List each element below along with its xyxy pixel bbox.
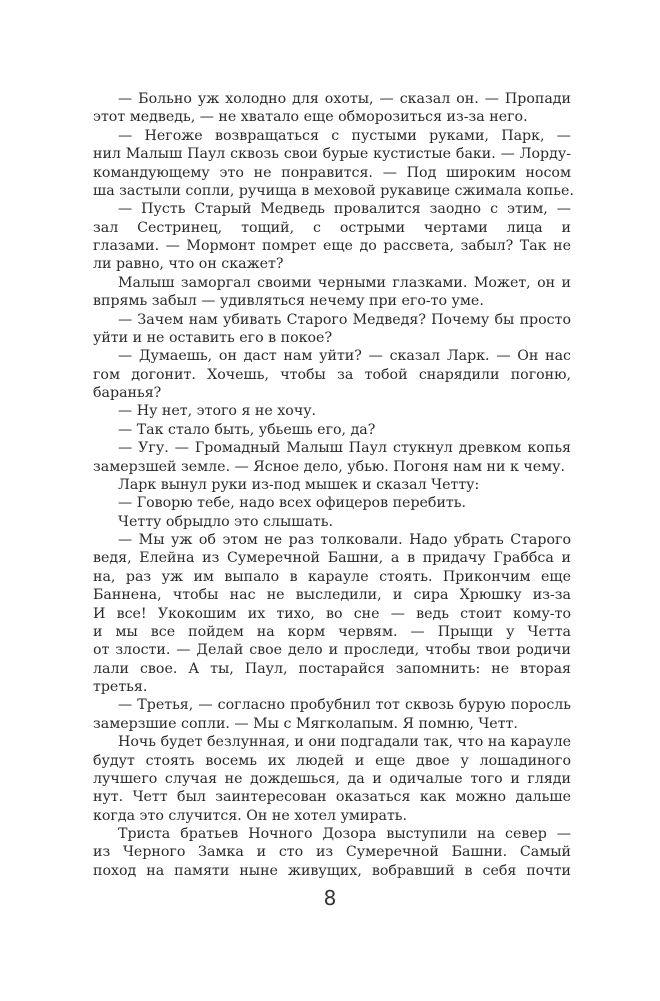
text-line: глазами. — Мормонт помрет еще до рассвета, забыл? Так не: [93, 238, 571, 254]
text-line: поход на памяти ныне живущих, вобравший в себя почти: [93, 862, 571, 879]
page-number: 8: [323, 886, 337, 910]
text-line: от злости. — Делай свое дело и проследи, чтобы твои родичи: [93, 642, 571, 659]
text-line: будут стоять восемь их людей и еще двое у лошадиного: [93, 752, 571, 769]
text-line: зал Сестринец, тощий, с острыми чертами лица и: [93, 219, 571, 236]
text-line: Ларк вынул руки из-под мышек и сказал Четту:: [118, 476, 480, 493]
text-line: замерзшей земле. — Ясное дело, убью. Погоня нам ни к чему.: [93, 458, 566, 475]
text-line: лучшего случая не дождешься, да и одичалые того и гляди: [93, 770, 571, 787]
text-line: И все! Укокошим их тихо, во сне — ведь стоит кому-то: [93, 605, 571, 622]
text-line: уйти и не оставить его в покое?: [93, 329, 333, 346]
text-line: лали свое. А ты, Паул, постарайся запомнить: не вторая: [93, 660, 571, 677]
text-line: ли равно, что он скажет?: [93, 256, 284, 273]
text-line: Ночь будет безлунная, и они подгадали так, что на карауле: [118, 734, 571, 751]
text-line: Малыш заморгал своими черными глазками. Может, он и: [118, 274, 571, 291]
text-line: — Негоже возвращаться с пустыми руками, Парк, —: [118, 127, 571, 144]
text-line: — Мы уж об этом не раз толковали. Надо убрать Старого: [118, 532, 571, 548]
book-page-text: [93, 90, 574, 880]
text-line: и мы все пойдем на корм червям. — Прыщи у Четта: [93, 623, 571, 640]
text-line: командующему это не понравится. — Под широким носом: [93, 164, 571, 181]
text-line: Триста братьев Ночного Дозора выступили на север —: [118, 826, 571, 842]
text-line: — Пусть Старый Медведь провалится заодно с этим, —: [118, 201, 571, 218]
text-line: ведя, Елейна из Сумеречной Башни, а в придачу Граббса и: [93, 550, 571, 567]
text-line: — Ну нет, этого я не хочу.: [118, 403, 317, 420]
text-line: на, раз уж им выпало в карауле стоять. Прикончим еще: [93, 568, 571, 585]
text-line: — Третья, — согласно пробубнил тот сквозь бурую поросль: [118, 697, 571, 714]
text-line: — Угу. — Громадный Малыш Паул стукнул древком копья: [118, 440, 571, 457]
text-line: этот медведь, — не хватало еще обморозиться из-за него.: [93, 109, 528, 126]
text-line: Баннена, чтобы нас не выследили, и сира Хрюшку из-за: [93, 587, 571, 604]
text-line: баранья?: [93, 385, 162, 401]
text-line: из Черного Замка и сто из Сумеречной Башни. Самый: [93, 844, 571, 861]
text-line: Четту обрыдло это слышать.: [118, 513, 334, 530]
text-line: когда это случится. Он не хотел умирать.: [93, 807, 408, 824]
text-line: — Зачем нам убивать Старого Медведя? Почему бы просто: [118, 311, 571, 328]
text-line: — Так стало быть, убьешь его, да?: [118, 421, 376, 438]
text-line: нил Малыш Паул сквозь свои бурые кустистые баки. — Лорду-: [93, 146, 571, 163]
text-line: ша застыли сопли, ручища в меховой рукавице сжимала копье.: [93, 182, 574, 199]
text-line: — Думаешь, он даст нам уйти? — сказал Ларк. — Он нас: [118, 348, 571, 365]
text-line: гом догонит. Хочешь, чтобы за тобой снарядили погоню,: [93, 366, 571, 383]
text-line: нут. Четт был заинтересован оказаться как можно дальше: [93, 789, 571, 806]
text-line: впрямь забыл — удивляться нечему при его-то уме.: [93, 293, 484, 310]
text-line: — Больно уж холодно для охоты, — сказал он. — Пропади: [118, 91, 571, 107]
text-line: — Говорю тебе, надо всех офицеров перебить.: [118, 495, 467, 512]
text-line: замерзшие сопли. — Мы с Мягколапым. Я помню, Четт.: [93, 715, 518, 732]
text-line: третья.: [93, 679, 148, 695]
